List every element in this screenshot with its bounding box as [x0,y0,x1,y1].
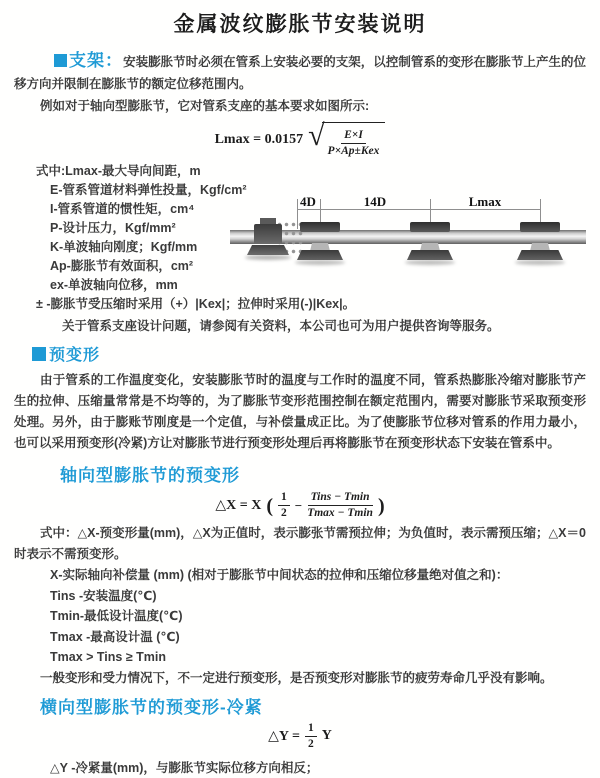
support-clamp [410,222,450,232]
dimension-line [297,209,540,210]
definition-line: P-设计压力，Kgf/mm² [50,219,586,238]
lmax-formula-prefix: Lmax = 0.0157 [215,132,303,148]
guide-spacing-diagram [230,194,586,279]
section-marker-icon [32,347,46,361]
predeform-heading-text: 预变形 [49,342,100,365]
dim-label-4d: 4D [300,194,316,210]
open-paren: ( [266,496,273,516]
dim-label-14d: 14D [364,194,386,210]
definition-line: ex-单波轴向位移，mm [50,276,586,295]
axial-item: X-实际轴向补偿量 (mm) (相对于膨胀节中间状态的拉伸和压缩位移量绝对值之和)： [50,565,586,586]
plus-minus-note: ± -膨胀节受压缩时采用（+）|Kex|；拉伸时采用(-)|Kex|。 [36,295,586,314]
support-clamp [520,222,560,232]
support-base [407,250,453,260]
definition-line: E-管系管道材料弹性投量，Kgf/cm² [50,181,586,200]
minus-sign: − [295,498,302,514]
lateral-half-fraction [305,722,317,751]
half-denominator: 2 [281,506,287,520]
lateral-formula-prefix: △Y = [268,728,300,745]
pipe-support [404,222,456,267]
radical-icon: √ [308,121,324,158]
lmax-fraction-numerator: E×I [341,129,366,144]
lmax-fraction-denominator: P×Ap±Kex [328,144,380,158]
dim-label-lmax: Lmax [469,194,502,210]
axial-subheading: 轴向型膨胀节的预变形 [60,461,586,486]
radicand [322,122,386,158]
support-base [517,250,563,260]
close-paren: ) [378,496,385,516]
axial-formula-prefix: △X = X [215,497,261,514]
lateral-formula [268,722,332,751]
definitions-and-diagram [14,162,586,336]
predeform-section-heading [32,342,586,365]
anchor-base [247,245,289,255]
lateral-subheading: 横向型膨胀节的预变形-冷紧 [40,693,586,718]
axial-formula [215,491,384,520]
support-clamp [300,222,340,232]
support-neck [310,243,330,251]
half-fraction [278,491,290,520]
support-example-line: 例如对于轴向型膨胀节，它对管系支座的基本要求如图所示: [14,95,586,117]
definition-line: 式中:Lmax-最大导向间距，m [36,162,586,181]
lateral-numerator: 1 [305,722,317,737]
support-neck [530,243,550,251]
pipe-support [294,222,346,267]
lmax-fraction [328,129,380,158]
axial-item: Tmax > Tins ≥ Tmin [50,647,586,668]
consult-note: 关于管系支座设计问题，请参阅有关资料，本公司也可为用户提供咨询等服务。 [62,317,586,336]
support-neck [420,243,440,251]
support-shadow [295,260,345,265]
support-base [297,250,343,260]
definition-line: K-单波轴向刚度；Kgf/mm [50,238,586,257]
page-title: 金属波纹膨胀节安装说明 [14,12,586,38]
axial-explain-paragraph: 式中：△X-预变形量(mm)，△X为正值时，表示膨张节需预拉伸；为负值时，表示需预压缩；△X＝0时表示不需预变形。 [14,523,586,565]
support-section-heading: 支架： [69,51,123,70]
lateral-note: △Y -冷紧量(mm)，与膨胀节实际位移方向相反； [50,758,586,778]
definition-line: I-管系管道的惯性矩，cm⁴ [50,200,586,219]
axial-item: Tmin-最低设计温度(℃) [50,606,586,627]
lateral-formula-suffix: Y [322,728,332,744]
anchor-body [254,224,282,244]
support-intro-text: 安装膨胀节时必须在管系上安装必要的支架，以控制管系的变形在膨胀节上产生的位移方向并限制在膨胀节的额定位移范围内。 [14,55,586,91]
axial-item: Tmax -最高设计温 (℃) [50,627,586,648]
temperature-denominator: Tmax − Tmin [307,506,373,520]
anchor-shadow [245,255,291,260]
temperature-fraction [307,491,373,520]
half-numerator: 1 [278,491,290,506]
support-shadow [405,260,455,265]
axial-general-note: 一般变形和受力情况下，不一定进行预变形，是否预变形对膨胀节的疲劳寿命几乎没有影响。 [14,668,586,688]
support-shadow [515,260,565,265]
anchor-support [245,218,291,266]
axial-item: Tins -安装温度(℃) [50,586,586,607]
temperature-numerator: Tins − Tmin [308,491,373,506]
square-root [308,121,385,158]
section-marker-icon [54,54,67,67]
support-intro-paragraph [14,50,586,95]
predeform-paragraph: 由于管系的工作温度变化，安装膨胀节时的温度与工作时的温度不同，管系热膨胀冷缩对膨胀节产生的拉伸、压缩量常常是不均等的，为了膨胀节变形范围控制在额定范围内，需要对膨胀节采取预变形处理。另外，由于膨账节刚度是一个定值，与补偿量成正比。为了使膨胀节位移对管系的作用力最小，也可以采用预变形(冷紧)方让对膨胀节进行预变形处理后再将膨胀节在预变形状态下安装在管系中。 [14,370,586,454]
lateral-denominator: 2 [308,737,314,751]
definition-line: Ap-膨胀节有效面积，cm² [50,257,586,276]
lmax-formula [215,121,386,158]
pipe-support [514,222,566,267]
